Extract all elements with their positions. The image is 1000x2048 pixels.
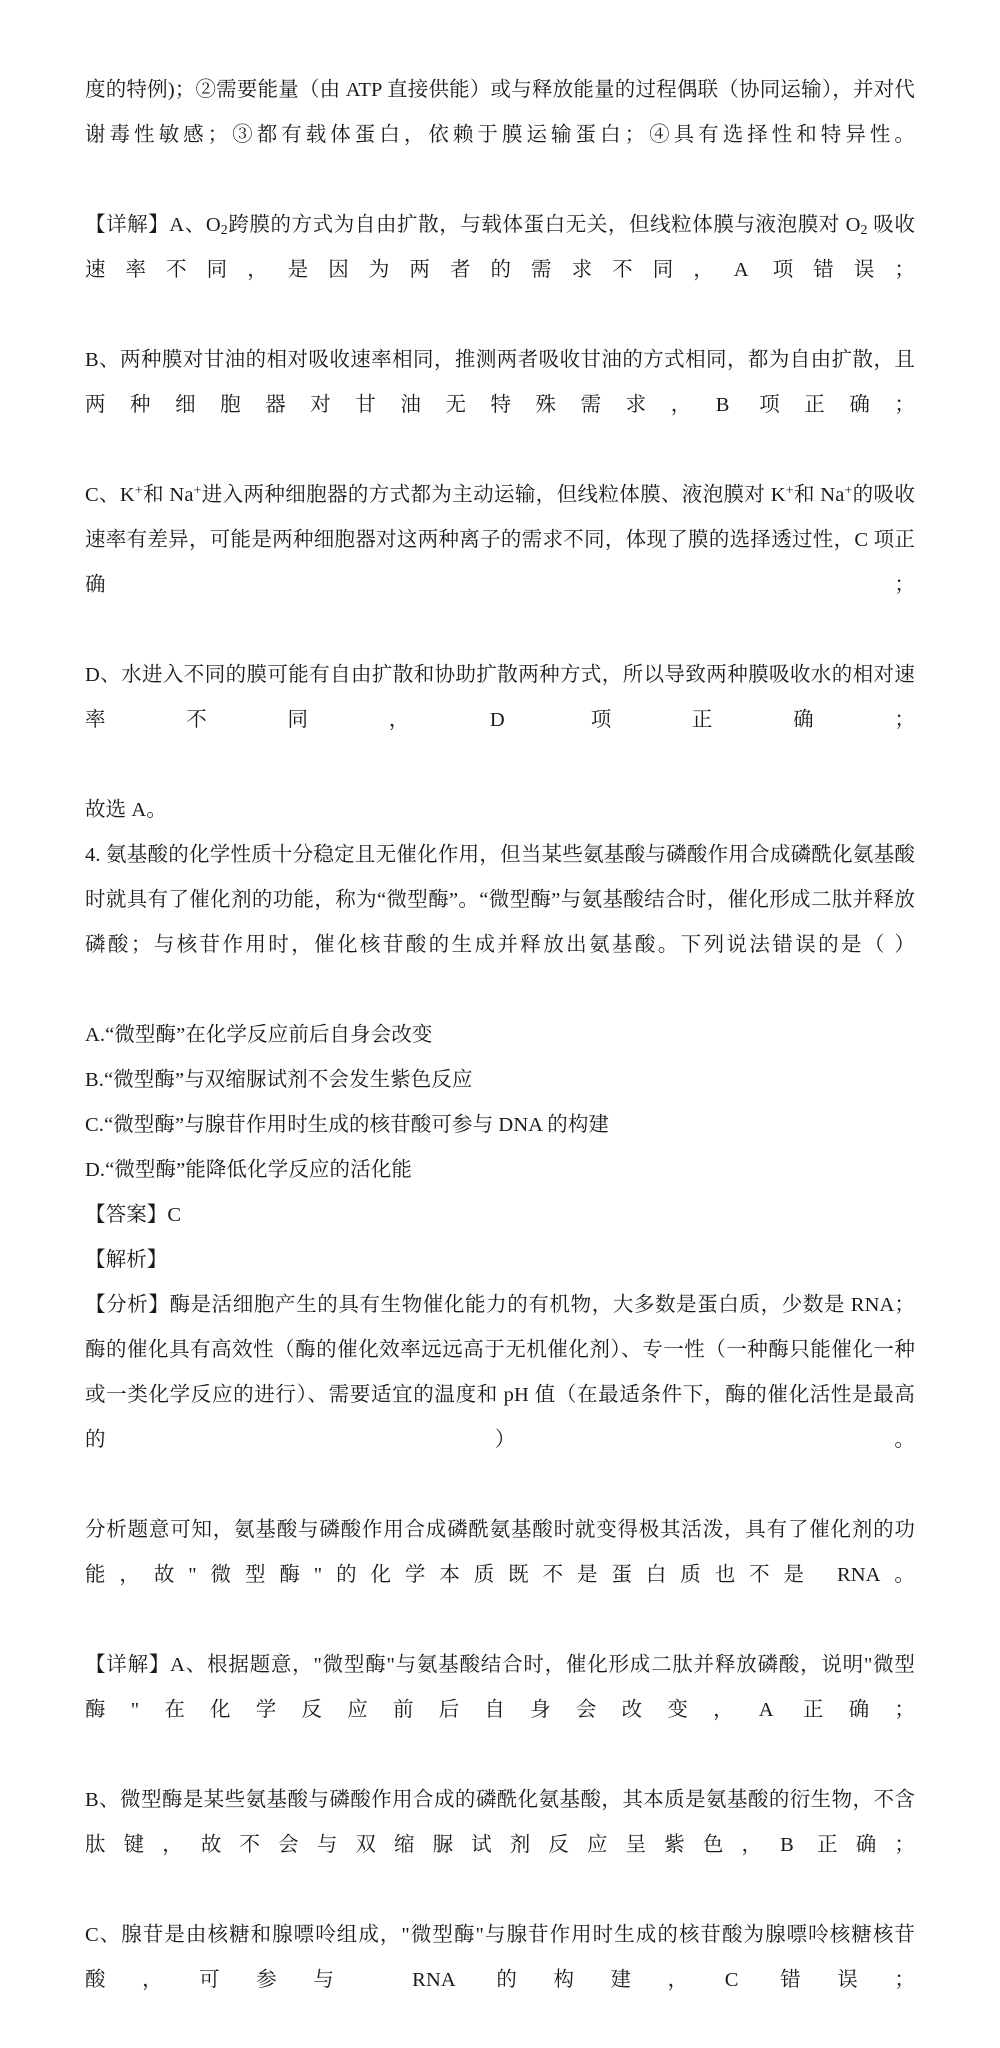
paragraph-explanation-b: B、两种膜对甘油的相对吸收速率相同，推测两者吸收甘油的方式相同，都为自由扩散，且两种细胞器对甘油无特殊需求，B 项正确； (85, 349, 915, 416)
analysis-continued-paragraph: 分析题意可知，氨基酸与磷酸作用合成磷酰氨基酸时就变得极其活泼，具有了催化剂的功能，故"微型酶"的化学本质既不是蛋白质也不是 RNA。 (85, 1519, 915, 1586)
paragraph-explanation-d: D、水进入不同的膜可能有自由扩散和协助扩散两种方式，所以导致两种膜吸收水的相对速率不同，D 项正确； (85, 664, 915, 731)
option-a: A.“微型酶”在化学反应前后自身会改变 (85, 1024, 433, 1046)
option-d: D.“微型酶”能降低化学反应的活化能 (85, 1159, 412, 1181)
text-run: 跨膜的方式为自由扩散，与载体蛋白无关，但线粒体膜与液泡膜对 O (227, 214, 861, 236)
superscript-potassium-2: + (785, 483, 794, 499)
question-stem-4: 4. 氨基酸的化学性质十分稳定且无催化作用，但当某些氨基酸与磷酸作用合成磷酰化氨基酸时就具有了催化剂的功能，称为“微型酶”。“微型酶”与氨基酸结合时，催化形成二肽并释放磷酸；与核苷作用时，催化核苷酸的生成并释放出氨基酸。下列说法错误的是（ ） (85, 844, 915, 956)
paragraph-explanation-c2: C、腺苷是由核糖和腺嘌呤组成，"微型酶"与腺苷作用时生成的核苷酸为腺嘌呤核糖核苷酸，可参与 RNA 的构建，C 错误； (85, 1924, 915, 1991)
subscript-oxygen-2: 2 (860, 223, 868, 239)
superscript-sodium-2: + (844, 483, 853, 499)
text-run: 的吸收速率有差异，可能是两种细胞器对这两种离子的需求不同，体现了膜的选择透过性，C 项正确； (85, 484, 916, 596)
answer-line: 【答案】C (85, 1204, 182, 1226)
option-c: C.“微型酶”与腺苷作用时生成的核苷酸可参与 DNA 的构建 (85, 1114, 610, 1136)
text-run: 进入两种细胞器的方式都为主动运输，但线粒体膜、液泡膜对 K (201, 484, 786, 506)
analysis-paragraph: 【分析】酶是活细胞产生的具有生物催化能力的有机物，大多数是蛋白质，少数是 RNA；酶的催化具有高效性（酶的催化效率远远高于无机催化剂）、专一性（一种酶只能催化一种或一类化学反应的进行）、需要适宜的温度和 pH 值（在最适条件下，酶的催化活性是最高的）。 (85, 1294, 915, 1451)
subscript-oxygen-1: 2 (220, 223, 228, 239)
paragraph-explanation-b2: B、微型酶是某些氨基酸与磷酸作用合成的磷酰化氨基酸，其本质是氨基酸的衍生物，不含肽键，故不会与双缩脲试剂反应呈紫色，B 正确； (85, 1789, 915, 1856)
paragraph-explanation-c (85, 473, 915, 653)
analysis-header: 【解析】 (85, 1249, 168, 1271)
paragraph-detailed-explanation-a (85, 203, 915, 338)
superscript-sodium-1: + (193, 483, 202, 499)
text-run: 和 Na (142, 484, 194, 506)
paragraph-continuation-analysis: 度的特例)；②需要能量（由 ATP 直接供能）或与释放能量的过程偶联（协同运输），并对代谢毒性敏感；③都有载体蛋白，依赖于膜运输蛋白；④具有选择性和特异性。 (85, 79, 915, 146)
document-body (85, 68, 915, 2048)
superscript-potassium-1: + (134, 483, 143, 499)
paragraph-detailed-explanation-a2: 【详解】A、根据题意，"微型酶"与氨基酸结合时，催化形成二肽并释放磷酸，说明"微型酶"在化学反应前后自身会改变，A 正确； (85, 1654, 915, 1721)
text-run: C、K (85, 484, 135, 506)
paragraph-conclusion: 故选 A。 (85, 799, 167, 821)
text-run: 【详解】A、O (85, 214, 221, 236)
option-b: B.“微型酶”与双缩脲试剂不会发生紫色反应 (85, 1069, 473, 1091)
text-run: 吸收速率不同，是因为两者的需求不同，A 项错误； (85, 214, 915, 281)
text-run: 和 Na (793, 484, 845, 506)
